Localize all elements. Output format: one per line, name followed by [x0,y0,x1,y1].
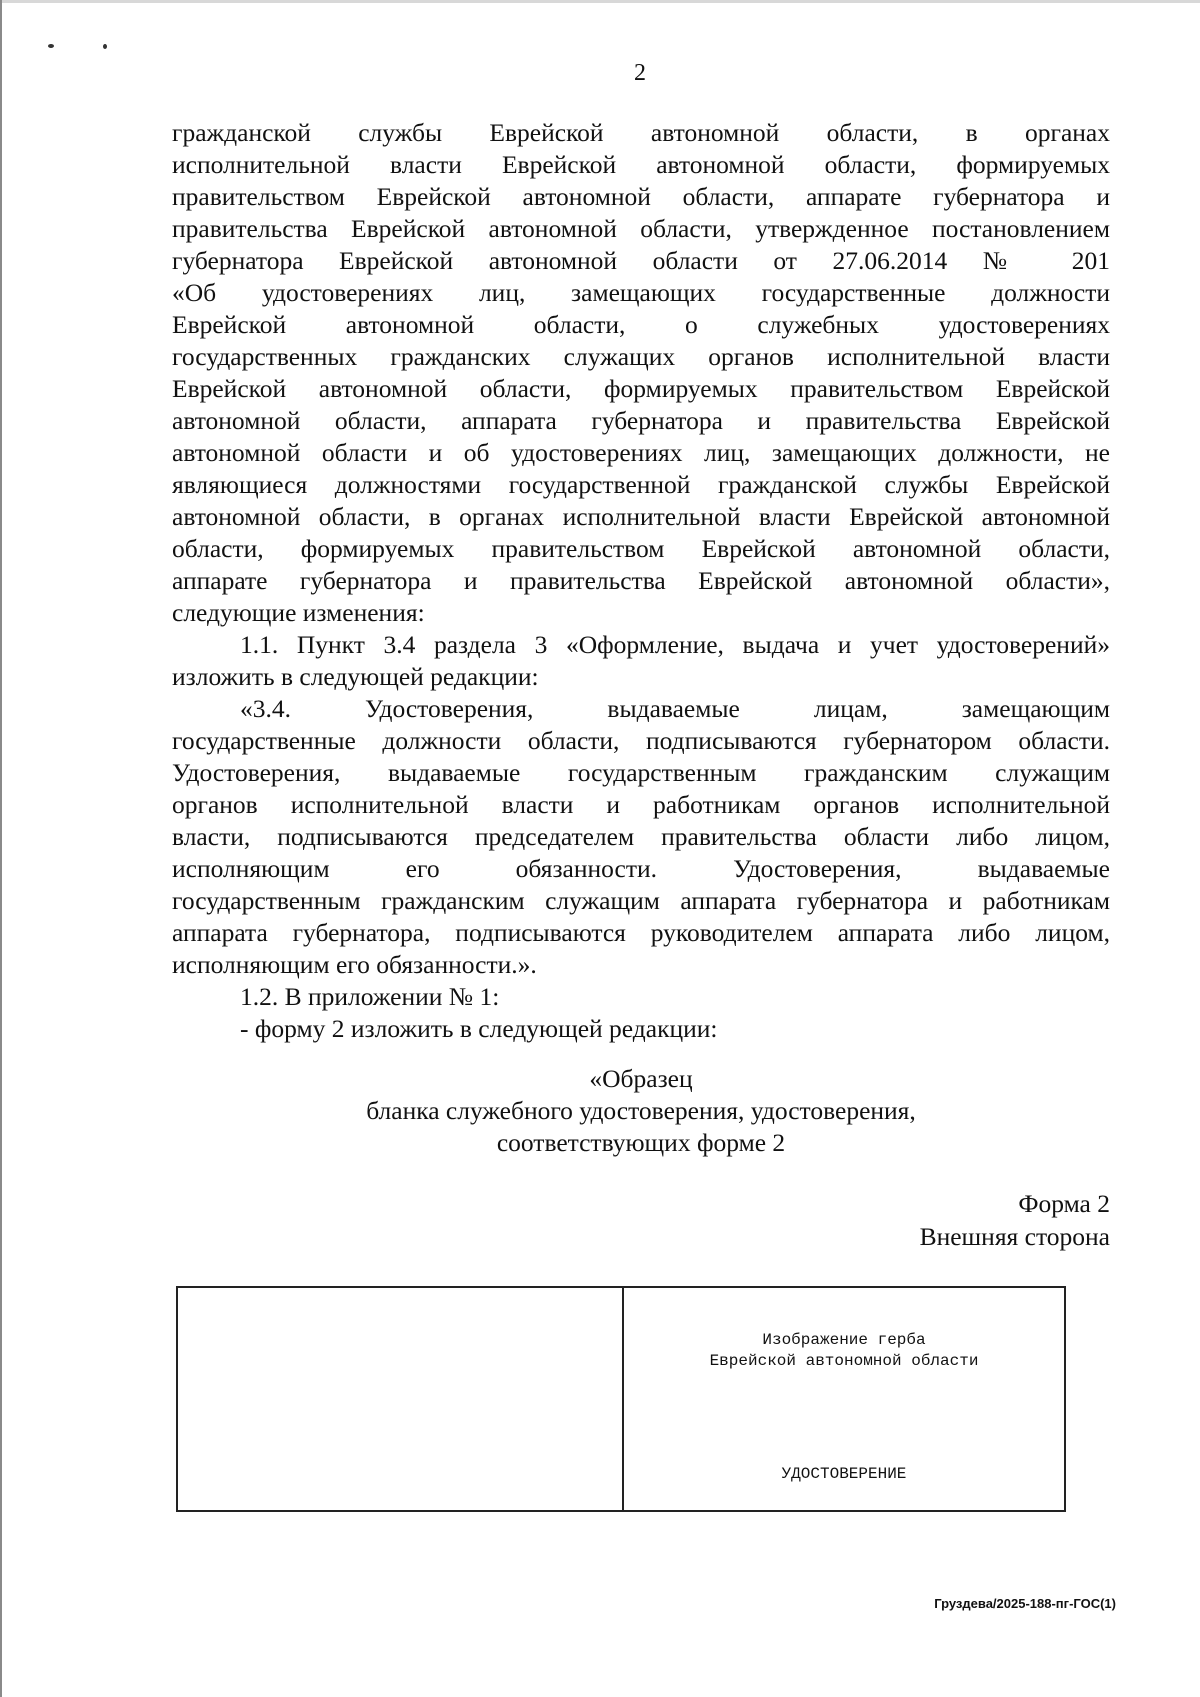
body-line: следующие изменения: [172,598,425,627]
coat-caption-line: Изображение герба [762,1331,926,1349]
body-line: Еврейской автономной области, формируемых правительством Еврейской [172,374,1110,403]
body-line: исполняющим его обязанности. Удостоверения, выдаваемые [172,854,1110,883]
form-number: Форма 2 [1018,1189,1110,1218]
document-body [172,117,1110,1045]
certificate-left-half [178,1288,624,1510]
form-label [800,1187,1110,1253]
body-line: исполняющим его обязанности.». [172,950,537,979]
body-line: аппарате губернатора и правительства Еврейской автономной области», [172,566,1110,595]
sample-heading-line: соответствующих форме 2 [496,1128,786,1157]
body-line: - форму 2 изложить в следующей редакции: [240,1014,718,1043]
body-line: автономной области, аппарата губернатора и правительства Еврейской [172,406,1110,435]
certificate-form-outline [176,1286,1066,1512]
body-line: автономной области и об удостоверениях лиц, замещающих должности, не [172,438,1110,467]
body-line: Еврейской автономной области, о служебных удостоверениях [172,310,1110,339]
body-line: государственных гражданских служащих органов исполнительной власти [172,342,1110,371]
body-line: государственным гражданским служащим аппарата губернатора и работникам [172,886,1110,915]
body-line: государственные должности области, подписываются губернатором области. [172,726,1110,755]
body-line: автономной области, в органах исполнительной власти Еврейской автономной [172,502,1110,531]
body-line: гражданской службы Еврейской автономной области, в органах [172,118,1110,147]
scan-speck [103,44,107,49]
coat-of-arms-caption [624,1330,1064,1372]
sample-heading-line: «Образец [589,1064,693,1093]
body-line: органов исполнительной власти и работникам органов исполнительной [172,790,1110,819]
body-line: изложить в следующей редакции: [172,662,539,691]
sample-heading [172,1063,1110,1159]
page-number: 2 [634,60,646,86]
body-line: являющиеся должностями государственной гражданской службы Еврейской [172,470,1110,499]
body-line: губернатора Еврейской автономной области от 27.06.2014 № 201 [172,246,1110,275]
body-line: области, формируемых правительством Еврейской автономной области, [172,534,1110,563]
body-line: «3.4. Удостоверения, выдаваемые лицам, замещающим [240,694,1110,723]
body-line: 1.2. В приложении № 1: [240,982,500,1011]
form-side: Внешняя сторона [919,1222,1110,1251]
coat-caption-line: Еврейской автономной области [709,1352,979,1370]
document-footer-code: Груздева/2025-188-пг-ГОС(1) [934,1596,1116,1611]
body-line: власти, подписываются председателем правительства области либо лицом, [172,822,1110,851]
body-line: 1.1. Пункт 3.4 раздела 3 «Оформление, выдача и учет удостоверений» [240,630,1110,659]
certificate-title: УДОСТОВЕРЕНИЕ [781,1465,907,1483]
body-line: «Об удостоверениях лиц, замещающих государственные должности [172,278,1110,307]
sample-heading-line: бланка служебного удостоверения, удостоверения, [366,1096,916,1125]
body-line: правительством Еврейской автономной области, аппарате губернатора и [172,182,1110,211]
certificate-right-half [624,1288,1064,1510]
body-line: аппарата губернатора, подписываются руководителем аппарата либо лицом, [172,918,1110,947]
body-line: правительства Еврейской автономной области, утвержденное постановлением [172,214,1110,243]
scan-edge-left [0,0,2,1697]
body-line: исполнительной власти Еврейской автономной области, формируемых [172,150,1110,179]
scan-edge-top [0,0,1200,3]
scan-speck [48,44,54,48]
body-line: Удостоверения, выдаваемые государственным гражданским служащим [172,758,1110,787]
